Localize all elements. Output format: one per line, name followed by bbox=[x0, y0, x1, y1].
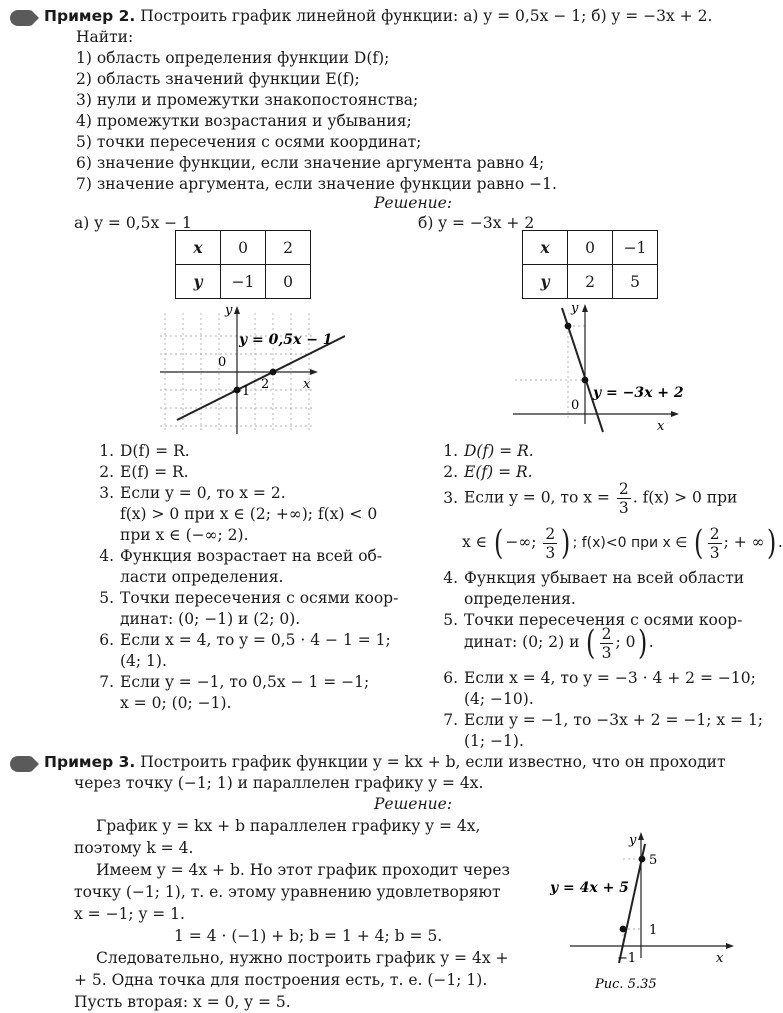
solution-line: + 5. Одна точка для построения есть, т. е. (−1; 1). bbox=[74, 971, 488, 989]
solution-line: График y = kx + b параллелен графику y = 4x, bbox=[96, 817, 481, 835]
answers-b bbox=[436, 441, 534, 483]
point-marker bbox=[270, 369, 277, 376]
example3-task-cont: через точку (−1; 1) и параллелен графику y = 4x. bbox=[74, 774, 484, 792]
answer-text: x = 0; (0; −1). bbox=[120, 694, 232, 712]
x-axis-label: x bbox=[716, 951, 724, 966]
origin-label: 0 bbox=[571, 398, 580, 413]
answer-text: D(f) = R. bbox=[120, 442, 190, 460]
tick-label: 5 bbox=[649, 853, 658, 868]
function-label: y = 0,5x − 1 bbox=[239, 332, 333, 348]
solution-line: Пусть вторая: x = 0, y = 5. bbox=[74, 993, 291, 1011]
answer-line bbox=[92, 567, 398, 588]
example3-heading bbox=[44, 752, 726, 773]
answer-line bbox=[92, 483, 398, 504]
table-cell: y bbox=[176, 265, 221, 299]
x-axis-label: x bbox=[657, 419, 665, 434]
tick-label: 1 bbox=[649, 923, 658, 938]
fraction-denominator: 3 bbox=[601, 643, 612, 662]
tick-label: −1 bbox=[617, 951, 637, 966]
answer-text: ласти определения. bbox=[120, 568, 284, 586]
answer-3-tail: . f(x) > 0 при bbox=[632, 488, 738, 507]
point-marker bbox=[620, 926, 627, 933]
answer-number: 7. bbox=[99, 673, 114, 691]
interval-prefix: x ∈ bbox=[462, 533, 488, 551]
answer-3-text: Если y = 0, то x = bbox=[464, 488, 610, 507]
answer-line bbox=[92, 504, 398, 525]
table-cell: 2 bbox=[568, 265, 613, 299]
point-marker bbox=[565, 323, 572, 330]
answer-number: 5. bbox=[443, 611, 458, 629]
answer-number: 3. bbox=[443, 488, 458, 507]
solution-title: Решение: bbox=[374, 194, 453, 212]
table-cell: 5 bbox=[613, 265, 658, 299]
answer-1-text: D(f) = R. bbox=[464, 442, 534, 460]
answer-b-5-line2: динат: (0; 2) и ( $\frac{2}{3}$ ; 0) . bbox=[464, 623, 654, 663]
answer-line bbox=[92, 546, 398, 567]
answer-line bbox=[92, 630, 398, 651]
answer-5-text-cont: динат: (0; 2) и bbox=[464, 633, 580, 651]
answer-text: f(x) > 0 при x ∈ (2; +∞); f(x) < 0 bbox=[120, 505, 378, 523]
table-cell: x bbox=[176, 231, 221, 265]
answer-number: 4. bbox=[443, 569, 458, 587]
fraction bbox=[600, 625, 614, 662]
solution-line: точку (−1; 1), т. е. этому уравнению удовлетворяют bbox=[74, 883, 501, 901]
fraction-denominator: 3 bbox=[618, 499, 629, 517]
answer-line bbox=[92, 651, 398, 672]
item-2: 2) область значений функции E(f); bbox=[76, 70, 360, 88]
answer-7-text: Если y = −1, то −3x + 2 = −1; x = 1; bbox=[464, 711, 764, 729]
graph-example3 bbox=[545, 828, 745, 994]
item-6: 6) значение функции, если значение аргумента равно 4; bbox=[76, 154, 545, 172]
answer-6-text: Если x = 4, то y = −3 · 4 + 2 = −10; bbox=[464, 669, 756, 687]
fraction bbox=[708, 525, 722, 562]
table-cell: x bbox=[523, 231, 568, 265]
table-row bbox=[176, 265, 311, 299]
example3-label: Пример 3. bbox=[44, 753, 136, 771]
answer-text: при x ∈ (−∞; 2). bbox=[120, 526, 249, 544]
item-4: 4) промежутки возрастания и убывания; bbox=[76, 112, 412, 130]
answer-number: 5. bbox=[99, 589, 114, 607]
example2-items-list bbox=[76, 48, 557, 195]
solution-line: поэтому k = 4. bbox=[74, 839, 194, 857]
table-cell: y bbox=[523, 265, 568, 299]
example2-task: Построить график линейной функции: а) y = 0,5x − 1; б) y = −3x + 2. bbox=[140, 7, 713, 25]
part-a-heading: а) y = 0,5x − 1 bbox=[74, 214, 192, 232]
answer-4-text-cont: определения. bbox=[464, 590, 576, 608]
solution-line: Следовательно, нужно построить график y = 4x + bbox=[96, 949, 509, 967]
answer-text: Функция возрастает на всей об- bbox=[120, 547, 383, 565]
table-row bbox=[176, 231, 311, 265]
function-label: y = −3x + 2 bbox=[593, 385, 684, 401]
answer-4-text: Функция убывает на всей области bbox=[464, 569, 745, 587]
point-marker bbox=[639, 856, 646, 863]
fraction-denominator: 3 bbox=[545, 543, 556, 562]
solution-line: 1 = 4 · (−1) + b; b = 1 + 4; b = 5. bbox=[174, 927, 443, 945]
y-axis-label: y bbox=[571, 301, 579, 316]
answer-number: 6. bbox=[99, 631, 114, 649]
answer-line bbox=[92, 672, 398, 693]
fraction-numerator: 2 bbox=[618, 480, 629, 498]
figure-caption: Рис. 5.35 bbox=[595, 977, 657, 992]
fraction-denominator: 3 bbox=[709, 543, 720, 562]
interval-text: ; f(x)<0 при x ∈ bbox=[572, 535, 688, 551]
answer-text: Если y = −1, то 0,5x − 1 = −1; bbox=[120, 673, 370, 691]
answer-5-text: Точки пересечения с осями коор- bbox=[464, 611, 743, 629]
example-marker-icon bbox=[10, 756, 32, 772]
y-axis-label: y bbox=[629, 833, 637, 848]
fraction-numerator: 2 bbox=[601, 624, 612, 643]
interval-text: ; + ∞ bbox=[723, 533, 765, 551]
interval-text: −∞; bbox=[505, 533, 537, 551]
example2-find: Найти: bbox=[76, 28, 134, 46]
example2-label: Пример 2. bbox=[44, 7, 136, 25]
answer-number: 2. bbox=[99, 463, 114, 481]
answer-line bbox=[92, 525, 398, 546]
answer-text: (4; 1). bbox=[120, 652, 167, 670]
answer-number: 7. bbox=[443, 711, 458, 729]
answer-number: 3. bbox=[99, 484, 114, 502]
solution-title: Решение: bbox=[374, 795, 453, 813]
fraction bbox=[543, 525, 557, 562]
solution-line: x = −1; y = 1. bbox=[74, 905, 185, 923]
example-marker-icon bbox=[10, 10, 32, 26]
table-cell: 0 bbox=[221, 231, 266, 265]
answer-number: 1. bbox=[99, 442, 114, 460]
fraction bbox=[617, 480, 631, 517]
answer-line bbox=[92, 588, 398, 609]
tick-label: −1 bbox=[231, 384, 251, 399]
tick-label: 2 bbox=[261, 377, 270, 392]
answers-b-rest bbox=[436, 568, 744, 631]
y-axis-label: y bbox=[225, 303, 233, 318]
value-table-b bbox=[522, 230, 658, 299]
table-row bbox=[523, 265, 658, 299]
answer-number: 1. bbox=[443, 442, 458, 460]
table-cell: −1 bbox=[221, 265, 266, 299]
item-5: 5) точки пересечения с осями координат; bbox=[76, 133, 422, 151]
answer-text: Если x = 4, то y = 0,5 · 4 − 1 = 1; bbox=[120, 631, 391, 649]
answers-a bbox=[92, 441, 398, 714]
part-b-heading: б) y = −3x + 2 bbox=[418, 214, 535, 232]
graph-b bbox=[505, 296, 695, 436]
table-cell: 0 bbox=[266, 265, 311, 299]
fraction-numerator: 2 bbox=[545, 524, 556, 543]
answer-text: E(f) = R. bbox=[120, 463, 189, 481]
example2-heading bbox=[44, 6, 712, 27]
answer-number: 2. bbox=[443, 463, 458, 481]
value-table-a bbox=[175, 230, 311, 299]
answer-2-text: E(f) = R. bbox=[464, 463, 533, 481]
answer-b-3-line2: x ∈ ( −∞; $\frac{2}{3}$ ) ; f(x)<0 при x ∈ ( $\frac{2}{3}$ ; + ∞) . bbox=[462, 523, 783, 563]
table-row bbox=[523, 231, 658, 265]
answer-number: 4. bbox=[99, 547, 114, 565]
graph-a bbox=[155, 298, 345, 440]
answer-line bbox=[92, 609, 398, 630]
item-3: 3) нули и промежутки знакопостоянства; bbox=[76, 91, 419, 109]
function-label: y = 4x + 5 bbox=[550, 880, 629, 896]
answer-text: Точки пересечения с осями коор- bbox=[120, 589, 399, 607]
answer-6-text-cont: (4; −10). bbox=[464, 690, 534, 708]
answers-b-end bbox=[436, 668, 763, 752]
answer-5-tail: ; 0 bbox=[615, 633, 636, 651]
answer-7-text-cont: (1; −1). bbox=[464, 732, 524, 750]
solution-line: Имеем y = 4x + b. Но этот график проходит через bbox=[96, 861, 510, 879]
answer-b-3 bbox=[436, 480, 737, 517]
answer-line bbox=[92, 693, 398, 714]
item-7: 7) значение аргумента, если значение функции равно −1. bbox=[76, 175, 557, 193]
answer-text: динат: (0; −1) и (2; 0). bbox=[120, 610, 301, 628]
table-cell: −1 bbox=[613, 231, 658, 265]
example3-solution-text bbox=[74, 815, 510, 1013]
answer-text: Если y = 0, то x = 2. bbox=[120, 484, 286, 502]
fraction-numerator: 2 bbox=[709, 524, 720, 543]
point-marker bbox=[582, 377, 589, 384]
answer-line bbox=[92, 441, 398, 462]
item-1: 1) область определения функции D(f); bbox=[76, 49, 390, 67]
table-cell: 2 bbox=[266, 231, 311, 265]
x-axis-label: x bbox=[303, 377, 311, 392]
answer-line bbox=[92, 462, 398, 483]
example3-task: Построить график функции y = kx + b, если известно, что он проходит bbox=[140, 753, 726, 771]
table-cell: 0 bbox=[568, 231, 613, 265]
origin-label: 0 bbox=[218, 355, 227, 370]
answer-number: 6. bbox=[443, 669, 458, 687]
